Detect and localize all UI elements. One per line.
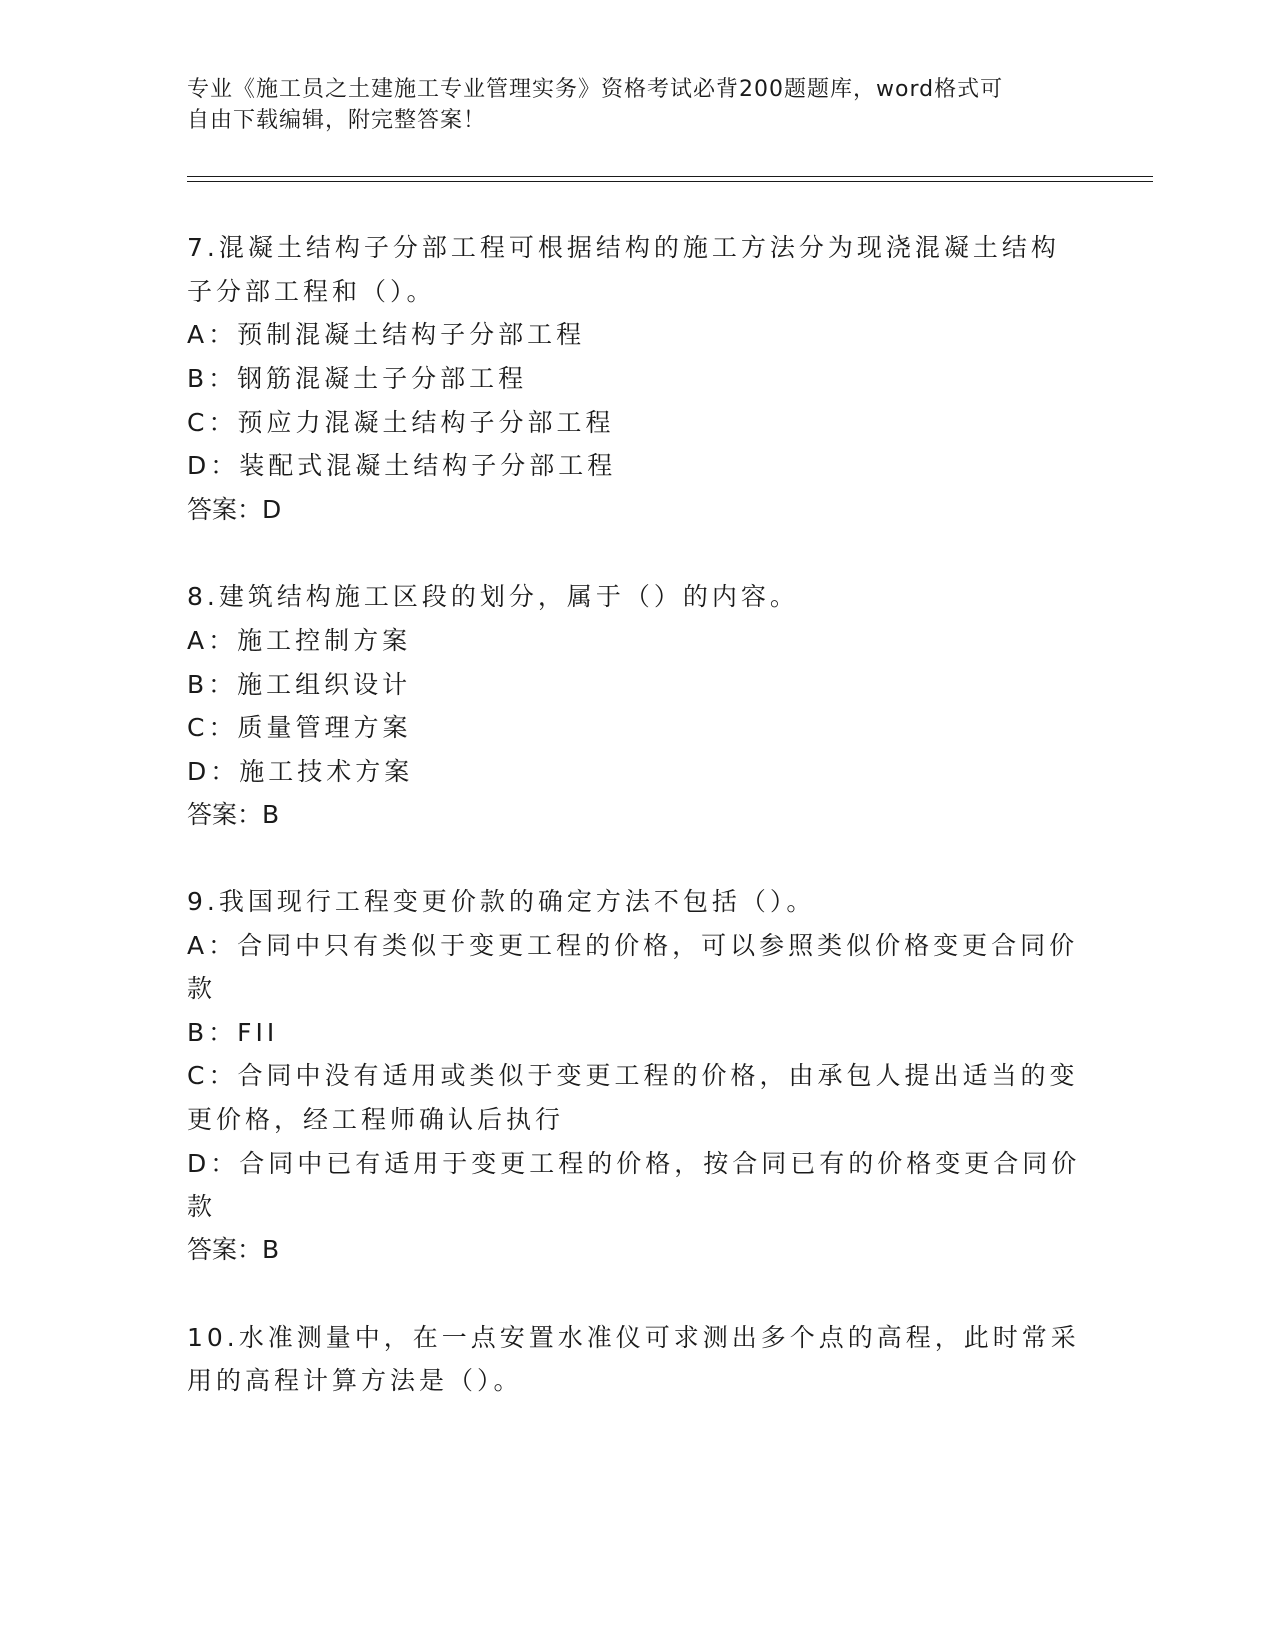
document-header	[187, 74, 1067, 136]
question-9-option-d-line-1: D：合同中已有适用于变更工程的价格，按合同已有的价格变更合同价	[187, 1149, 1081, 1178]
question-9-option-c-line-1: C：合同中没有适用或类似于变更工程的价格，由承包人提出适当的变	[187, 1061, 1079, 1090]
question-7-option-a: A：预制混凝土结构子分部工程	[187, 320, 586, 349]
question-9-option-b: B：FII	[187, 1018, 279, 1047]
question-7-option-b: B：钢筋混凝土子分部工程	[187, 364, 528, 393]
question-9-option-a-line-2: 款	[187, 974, 217, 1003]
question-8-option-d: D：施工技术方案	[187, 757, 414, 786]
question-8-stem: 8.建筑结构施工区段的划分，属于（）的内容。	[187, 582, 799, 611]
header-divider-top	[187, 176, 1153, 177]
question-9-answer: 答案：B	[187, 1235, 280, 1264]
header-line-2: 自由下载编辑，附完整答案！	[187, 108, 487, 133]
question-8-option-c: C：质量管理方案	[187, 713, 412, 742]
question-7-option-d: D：装配式混凝土结构子分部工程	[187, 451, 617, 480]
question-9-option-c-line-2: 更价格，经工程师确认后执行	[187, 1105, 565, 1134]
question-7-stem-line-2: 子分部工程和（）。	[187, 277, 436, 306]
question-9-option-a-line-1: A：合同中只有类似于变更工程的价格，可以参照类似价格变更合同价	[187, 931, 1079, 960]
question-7-option-c: C：预应力混凝土结构子分部工程	[187, 408, 615, 437]
question-10-stem-line-1: 10.水准测量中，在一点安置水准仪可求测出多个点的高程，此时常采	[187, 1323, 1080, 1352]
question-9-stem: 9.我国现行工程变更价款的确定方法不包括（）。	[187, 887, 816, 916]
question-7-answer: 答案：D	[187, 495, 282, 524]
question-8-option-a: A：施工控制方案	[187, 626, 412, 655]
question-10-stem-line-2: 用的高程计算方法是（）。	[187, 1366, 523, 1395]
question-9-option-d-line-2: 款	[187, 1192, 217, 1221]
question-8-option-b: B：施工组织设计	[187, 670, 412, 699]
header-line-1: 专业《施工员之土建施工专业管理实务》资格考试必背200题题库，word格式可	[187, 77, 1004, 102]
header-divider-bottom	[187, 181, 1153, 182]
question-7-stem-line-1: 7.混凝土结构子分部工程可根据结构的施工方法分为现浇混凝土结构	[187, 233, 1060, 262]
question-8-answer: 答案：B	[187, 800, 280, 829]
